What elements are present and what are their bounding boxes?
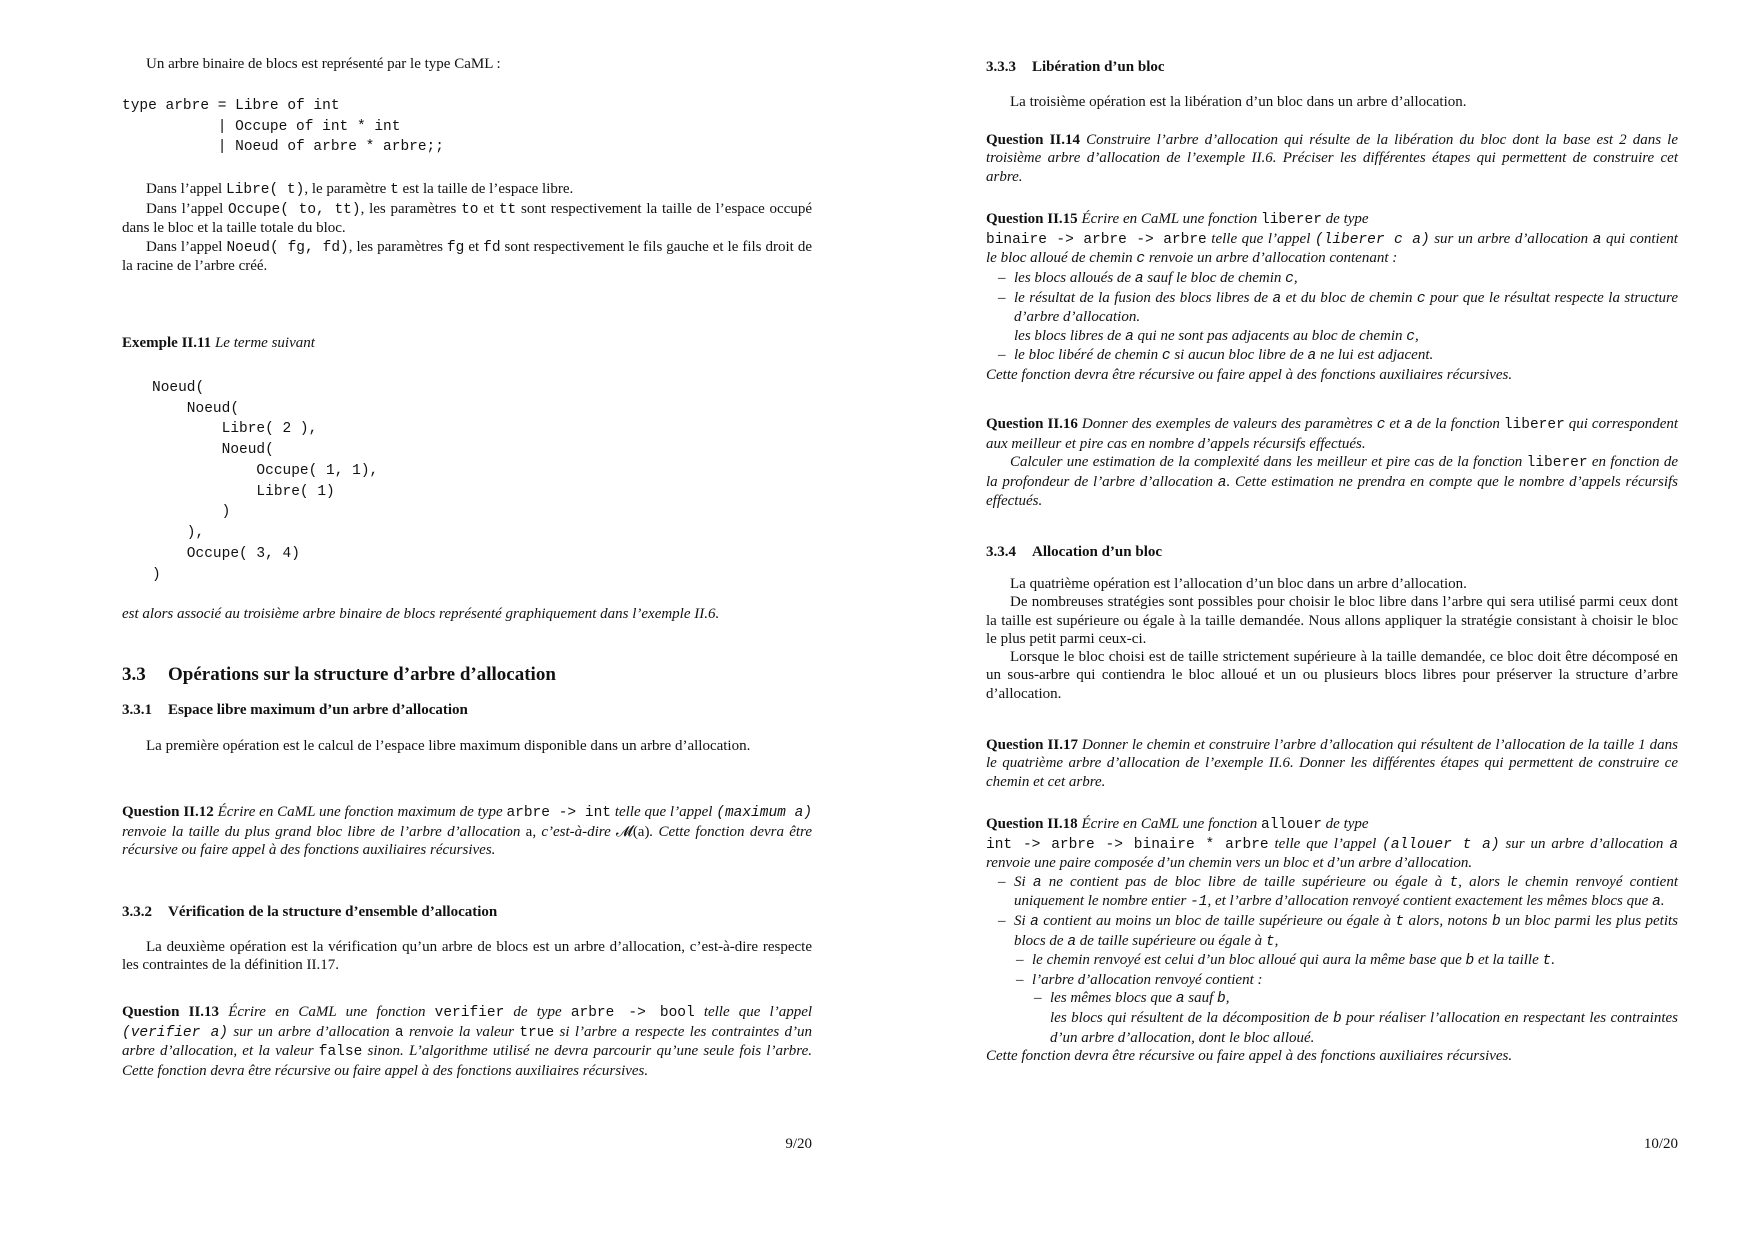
question-18-intro: Question II.18 Écrire en CaML une fonction allouer de type int -> arbre -> binaire * arbre telle que l’appel (allouer t a) sur un arbre d’allocation a renvoie une paire composée d’un chemin vers un bloc et d’un arbre d’allocation. <box>986 816 1679 872</box>
example-label: Exemple II.11 <box>122 335 212 351</box>
question-15-end: Cette fonction devra être récursive ou faire appel à des fonctions auxiliaires récursives. <box>986 367 1513 384</box>
question-14: Question II.14 Construire l’arbre d’allocation qui résulte de la libération du bloc dont la base est 2 dans le troisième arbre d’allocation de l’exemple II.6. Préciser les différentes étapes qui permettent de construire cet arbre. <box>986 132 1678 185</box>
example-code: Noeud( Noeud( Libre( 2 ), Noeud( Occupe( 1, 1), Libre( 1) ) ), Occupe( 3, 4) ) <box>152 380 379 583</box>
question-13: Question II.13 Écrire en CaML une fonction verifier de type arbre -> bool telle que l’appel (verifier a) sur un arbre d’allocation a renvoie la valeur true si l’arbre a respecte les contraintes d’un arbre d’allocation, et la valeur false sinon. L’algorithme utilisé ne devra parcourir qu’une seule fois l’arbre. Cette fonction devra être récursive ou faire appel à des fonctions auxiliaires récursives. <box>122 1004 813 1080</box>
list-item: – Si a ne contient pas de bloc libre de taille supérieure ou égale à t, alors le chemin renvoyé contient uniquement le nombre entier -1, et l’arbre d’allocation renvoyé contient exactement les mêmes blocs que a. <box>1014 873 1678 912</box>
type-definition-code: type arbre = Libre of int | Occupe of int * int | Noeud of arbre * arbre;; <box>122 98 444 156</box>
appel-paragraphs <box>122 180 812 276</box>
list-item: – le chemin renvoyé est celui d’un bloc alloué qui aura la même base que b et la taille t. <box>1032 951 1678 971</box>
section-heading: 3.3 Opérations sur la structure d’arbre d’allocation <box>122 664 556 685</box>
list-item: – Si a contient au moins un bloc de taille supérieure ou égale à t alors, notons b un bloc parmi les plus petits blocs de a de taille supérieure ou égale à t, – le chemin renvoyé est celui d’un bloc alloué qui aura la même base que b et la taille t. – l’arbre d’allocation renvoyé contient : – les mêmes blocs que a sauf b, les blocs qui résultent de la décomposition de b pour réaliser l’allocation en respectant les contraintes d’un arbre d’allocation, dont le bloc alloué. <box>1014 912 1678 1047</box>
subsection-4-text <box>986 575 1678 703</box>
subsection-1-text: La première opération est le calcul de l’espace libre maximum disponible dans un arbre d’allocation. <box>146 738 751 754</box>
question-18-subsublist <box>1032 989 1678 1047</box>
question-18-sublist <box>1014 951 1678 1047</box>
subsection-2-text: La deuxième opération est la vérification qu’un arbre de blocs est un arbre d’allocation, c’est-à-dire respecte les contraintes de la définition II.17. <box>122 939 812 974</box>
question-16-p2: Calculer une estimation de la complexité dans les meilleur et pire cas de la fonction liberer en fonction de la profondeur de l’arbre d’allocation a. Cette estimation ne prendra en compte que le nombre d’appels récursifs effectués. <box>986 453 1678 510</box>
question-15-list <box>986 269 1678 366</box>
question-12: Question II.12 Écrire en CaML une fonction maximum de type arbre -> int telle que l’appel (maximum a) renvoie la taille du plus grand bloc libre de l’arbre d’allocation a, c’est-à-dire 𝓜(a). Cette fonction devra être récursive ou faire appel à des fonctions auxiliaires récursives. <box>122 804 813 858</box>
intro-text: Un arbre binaire de blocs est représenté par le type CaML : <box>146 56 501 72</box>
question-16 <box>986 415 1678 511</box>
appel-libre-text: Dans l’appel Libre( t), le paramètre t est la taille de l’espace libre. <box>146 181 574 198</box>
subsection-3-heading: 3.3.3 Libération d’un bloc <box>986 59 1165 75</box>
list-item: – les blocs alloués de a sauf le bloc de chemin c, <box>1014 269 1678 289</box>
appel-occupe-text: Dans l’appel Occupe( to, tt), les paramètres to et tt sont respectivement la taille de l’espace occupé dans le bloc et la taille totale du bloc. <box>122 200 812 237</box>
list-item: – les mêmes blocs que a sauf b, les blocs qui résultent de la décomposition de b pour réaliser l’allocation en respectant les contraintes d’un arbre d’allocation, dont le bloc alloué. <box>1050 989 1678 1047</box>
subsection-1-heading: 3.3.1 Espace libre maximum d’un arbre d’allocation <box>122 702 468 718</box>
appel-noeud-text: Dans l’appel Noeud( fg, fd), les paramètres fg et fd sont respectivement le fils gauche et le fils droit de la racine de l’arbre créé. <box>122 238 812 275</box>
list-item: – le bloc libéré de chemin c si aucun bloc libre de a ne lui est adjacent. <box>1014 346 1678 366</box>
page-left <box>0 0 876 1243</box>
question-18-list <box>986 873 1678 1047</box>
subsection-4-p2: De nombreuses stratégies sont possibles pour choisir le bloc libre dans l’arbre qui sera utilisé parmi ceux dont la taille est supérieure ou égale à la taille demandée. Nous allons appliquer la stratégie consistant à choisir le bloc le plus petit parmi ceux-ci. <box>986 594 1678 647</box>
question-17: Question II.17 Donner le chemin et construire l’arbre d’allocation qui résultent de l’allocation de la taille 1 dans le quatrième arbre d’allocation de l’exemple II.6. Donner les différentes étapes qui permettent de construire ce chemin et cet arbre. <box>986 737 1679 790</box>
list-item: – l’arbre d’allocation renvoyé contient : – les mêmes blocs que a sauf b, les blocs qui résultent de la décomposition de b pour réaliser l’allocation en respectant les contraintes d’un arbre d’allocation, dont le bloc alloué. <box>1032 971 1678 1047</box>
page-number-left: 9/20 <box>785 1136 812 1152</box>
subsection-3-text: La troisième opération est la libération d’un bloc dans un arbre d’allocation. <box>1010 94 1467 110</box>
page-number-right: 10/20 <box>1643 1136 1678 1152</box>
question-18-end: Cette fonction devra être récursive ou faire appel à des fonctions auxiliaires récursives. <box>986 1048 1513 1065</box>
question-15-intro: Question II.15 Écrire en CaML une fonction liberer de type binaire -> arbre -> arbre telle que l’appel (liberer c a) sur un arbre d’allocation a qui contient le bloc alloué de chemin c renvoie un arbre d’allocation contenant : <box>986 211 1678 268</box>
example-after-text: est alors associé au troisième arbre binaire de blocs représenté graphiquement dans l’exemple II.6. <box>122 606 720 622</box>
subsection-4-p3: Lorsque le bloc choisi est de taille strictement supérieure à la taille demandée, ce bloc doit être décomposé en un sous-arbre qui contiendra le bloc alloué et un ou plusieurs blocs libres pour préserver la structure d’arbre d’allocation. <box>986 649 1678 702</box>
subsection-4-heading: 3.3.4 Allocation d’un bloc <box>986 544 1163 560</box>
question-18 <box>986 815 1678 1065</box>
page-right <box>876 0 1753 1243</box>
question-16-p1: Question II.16 Donner des exemples de valeurs des paramètres c et a de la fonction liberer qui correspondent aux meilleur et pire cas en nombre d’appels récursifs effectués. <box>986 416 1679 452</box>
list-item: – le résultat de la fusion des blocs libres de a et du bloc de chemin c pour que le résultat respecte la structure d’arbre d’allocation. les blocs libres de a qui ne sont pas adjacents au bloc de chemin c, <box>1014 289 1678 347</box>
question-15 <box>986 210 1678 384</box>
example-heading: Exemple II.11 Le terme suivant <box>122 335 315 351</box>
subsection-2-heading: 3.3.2 Vérification de la structure d’ensemble d’allocation <box>122 904 498 920</box>
subsection-4-p1: La quatrième opération est l’allocation d’un bloc dans un arbre d’allocation. <box>1010 576 1467 592</box>
